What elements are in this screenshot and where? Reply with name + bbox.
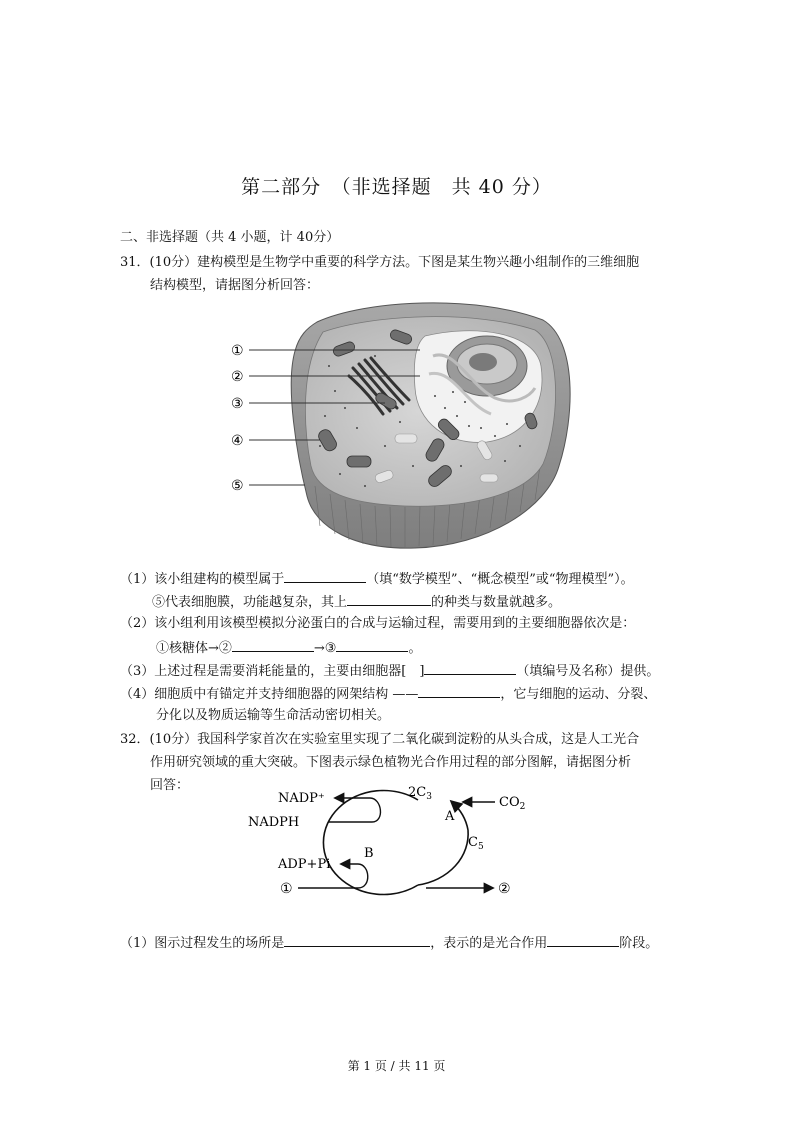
adp-label: ADP+Pi: [278, 857, 331, 872]
q31-answer-blank-6[interactable]: [418, 684, 500, 698]
q31-sub2-text-c: →③: [313, 641, 337, 656]
q32-stem-line1: 32．(10分）我国科学家首次在实验室里实现了二氧化碳到淀粉的从头合成，这是人工光合: [120, 732, 640, 747]
c3-label: $2C_3$: [408, 785, 432, 802]
q32-answer-blank-2[interactable]: [547, 933, 619, 947]
q31-sub1-line2: [152, 592, 561, 612]
q32-sub1-text-c: 阶段。: [619, 936, 659, 951]
q31-stem-line1: 31．(10分）建构模型是生物学中重要的科学方法。下图是某生物兴趣小组制作的三维细胞: [120, 255, 640, 270]
q31-sub4-line1: [120, 684, 656, 704]
q31-answer-blank-2[interactable]: [347, 592, 431, 606]
circled-1-label: ①: [280, 881, 293, 897]
circled-2-label: ②: [498, 881, 511, 897]
q31-sub2-text-b: ①核糖体→②: [156, 641, 232, 656]
label-b: B: [364, 846, 374, 861]
q31-sub1-line1: [120, 569, 634, 589]
q32-sub1-line1: [120, 933, 658, 953]
q31-sub3-text-a: （3）上述过程是需要消耗能量的，主要由细胞器[ ]: [120, 664, 425, 679]
q31-sub2-line2: [156, 638, 421, 658]
cell-label-1: ①: [231, 343, 244, 359]
section-heading: 二、非选择题（共 4 小题，计 40分）: [120, 230, 340, 245]
cell-label-3: ③: [231, 396, 244, 412]
q32-sub1-text-a: （1）图示过程发生的场所是: [120, 936, 285, 951]
q31-sub4-text-b: ，它与细胞的运动、分裂、: [500, 687, 657, 702]
cell-label-2: ②: [231, 369, 244, 385]
q31-answer-blank-5[interactable]: [424, 661, 516, 675]
q31-answer-blank-1[interactable]: [284, 569, 366, 583]
c5-label: $C_5$: [468, 835, 484, 852]
q31-sub4-text-a: （4）细胞质中有锚定并支持细胞器的网架结构 ——: [120, 687, 419, 702]
q31-answer-blank-3[interactable]: [232, 638, 314, 652]
q31-sub4-line2: 分化以及物质运输等生命活动密切相关。: [156, 708, 391, 723]
calvin-cycle-diagram: [240, 780, 540, 905]
nadph-label: NADPH: [248, 815, 300, 830]
q32-answer-blank-1[interactable]: [284, 933, 430, 947]
q31-sub2-text-d: 。: [408, 641, 422, 656]
co2-label: $CO_2$: [499, 795, 526, 812]
cycle-ring: [323, 791, 418, 895]
q31-sub1-text-c: ⑤代表细胞膜，功能越复杂，其上: [152, 595, 348, 610]
part-title: 第二部分 （非选择题 共 40 分）: [241, 176, 552, 198]
q31-sub3-line1: [120, 661, 659, 681]
q31-answer-blank-4[interactable]: [336, 638, 408, 652]
nucleus: [414, 331, 542, 443]
q31-sub1-text-a: （1）该小组建构的模型属于: [120, 572, 285, 587]
nadp-label: NADP⁺: [278, 791, 325, 806]
q31-stem-line2: 结构模型，请据图分析回答：: [150, 278, 320, 293]
label-a: A: [445, 809, 455, 824]
q32-stem-line3: 回答：: [150, 778, 190, 793]
cycle-right-arc: [418, 830, 468, 885]
cycle-arrow-c5-to-c3: [452, 802, 468, 830]
q31-sub3-text-b: （填编号及名称）提供。: [516, 664, 660, 679]
cell-model-figure: [225, 296, 575, 551]
cell-label-5: ⑤: [231, 478, 244, 494]
q31-sub2-line1: （2）该小组利用该模型模拟分泌蛋白的合成与运输过程，需要用到的主要细胞器依次是：: [120, 616, 636, 631]
cell-label-4: ④: [231, 433, 244, 449]
q32-sub1-text-b: ，表示的是光合作用: [430, 936, 548, 951]
q31-sub1-text-b: （填“数学模型”、“概念模型”或“物理模型”）。: [366, 572, 634, 587]
q32-stem-line2: 作用研究领域的重大突破。下图表示绿色植物光合作用过程的部分图解，请据图分析: [150, 755, 632, 770]
page-footer: 第 1 页 / 共 11 页: [347, 1059, 446, 1073]
q31-sub1-text-d: 的种类与数量就越多。: [431, 595, 562, 610]
